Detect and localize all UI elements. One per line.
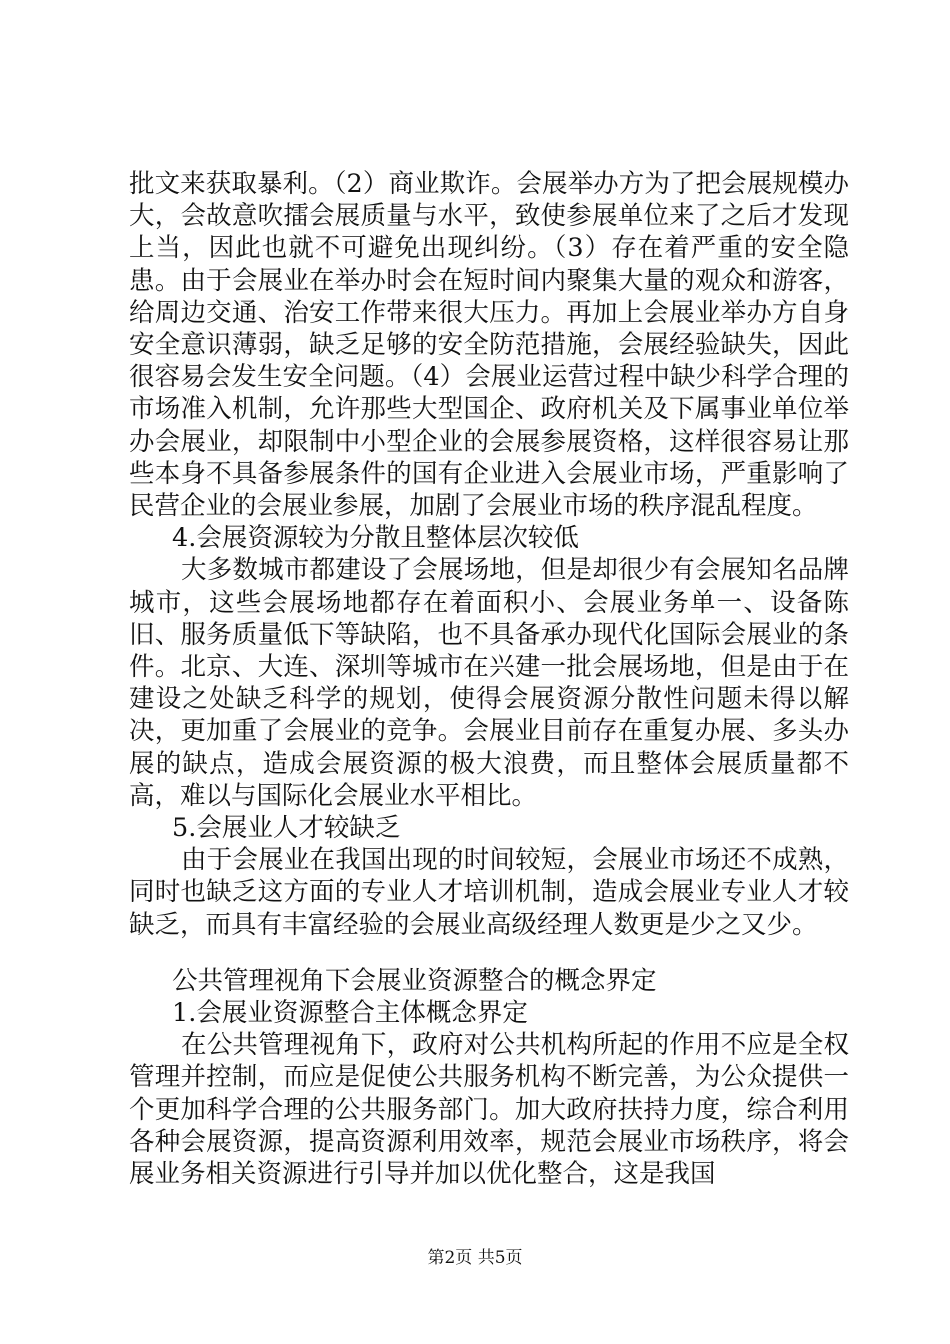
heading-4: 4.会展资源较为分散且整体层次较低 — [172, 523, 579, 554]
heading-1: 1.会展业资源整合主体概念界定 — [172, 998, 528, 1029]
paragraph-talent: 由于会展业在我国出现的时间较短，会展业市场还不成熟，同时也缺乏这方面的专业人才培训机制，造成会展业专业人才较缺乏，而具有丰富经验的会展业高级经理人数更是少之又少。 — [129, 845, 849, 940]
document-body — [129, 168, 849, 1190]
section-title: 公共管理视角下会展业资源整合的概念界定 — [172, 965, 657, 996]
page-footer: 第2页 共5页 — [427, 1248, 523, 1268]
paragraph-public-management: 在公共管理视角下，政府对公共机构所起的作用不应是全权管理并控制，而应是促使公共服务机构不断完善，为公众提供一个更加科学合理的公共服务部门。加大政府扶持力度，综合利用各种会展资源，提高资源利用效率，规范会展业市场秩序，将会展业务相关资源进行引导并加以优化整合，这是我国 — [129, 1030, 849, 1190]
paragraph-resources: 大多数城市都建设了会展场地，但是却很少有会展知名品牌城市，这些会展场地都存在着面积小、会展业务单一、设备陈旧、服务质量低下等缺陷，也不具备承办现代化国际会展业的条件。北京、大连、深圳等城市在兴建一批会展场地，但是由于在建设之处缺乏科学的规划，使得会展资源分散性问题未得以解决，更加重了会展业的竞争。会展业目前存在重复办展、多头办展的缺点，造成会展资源的极大浪费，而且整体会展质量都不高，难以与国际化会展业水平相比。 — [129, 555, 849, 811]
section-spacer — [129, 941, 849, 965]
heading-5: 5.会展业人才较缺乏 — [172, 813, 401, 844]
paragraph-continuation: 批文来获取暴利。（2）商业欺诈。会展举办方为了把会展规模办大，会故意吹擂会展质量与水平，致使参展单位来了之后才发现上当，因此也就不可避免出现纠纷。（3）存在着严重的安全隐患。由于会展业在举办时会在短时间内聚集大量的观众和游客，给周边交通、治安工作带来很大压力。再加上会展业举办方自身安全意识薄弱，缺乏足够的安全防范措施，会展经验缺失，因此很容易会发生安全问题。（4）会展业运营过程中缺少科学合理的市场准入机制，允许那些大型国企、政府机关及下属事业单位举办会展业，却限制中小型企业的会展参展资格，这样很容易让那些本身不具备参展条件的国有企业进入会展业市场，严重影响了民营企业的会展业参展，加剧了会展业市场的秩序混乱程度。 — [129, 169, 849, 522]
